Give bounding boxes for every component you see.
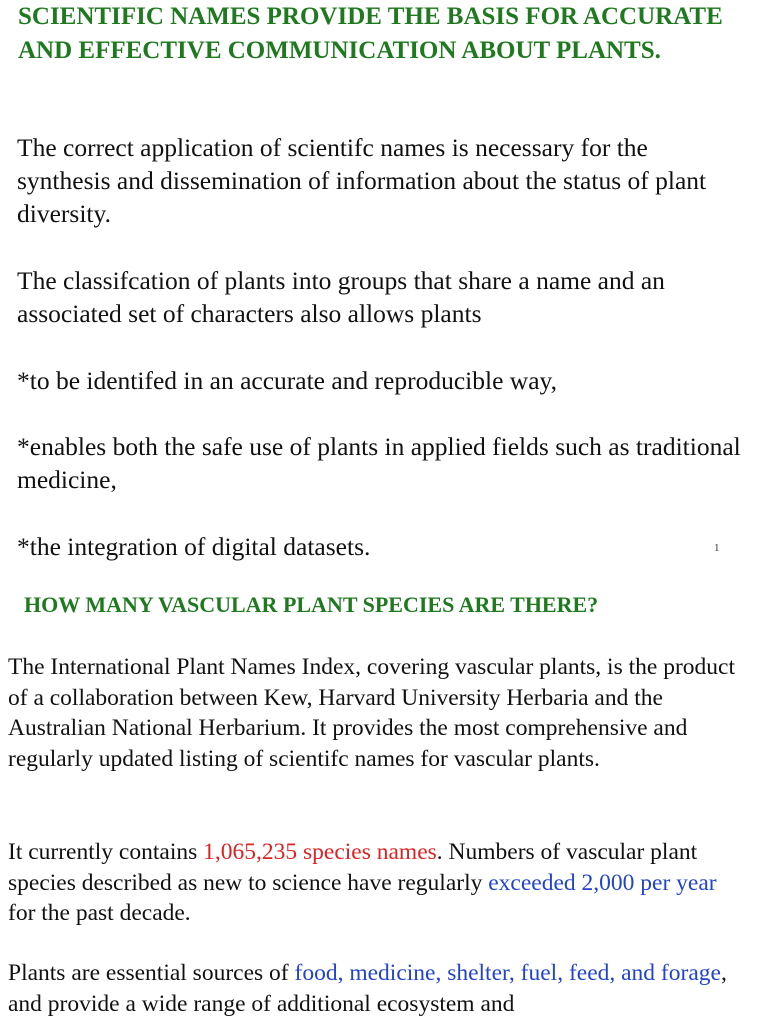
species-count-text-b: . Numbers of vascular plant species described as new to science have regularly bbox=[8, 839, 698, 896]
paragraph-scientific-names: The correct application of scientifc names is necessary for the synthesis and dissemination of information about the status of plant diversity. bbox=[17, 133, 707, 228]
bullet-safe-use: *enables both the safe use of plants in applied fields such as traditional medicine, bbox=[17, 432, 741, 494]
paragraph-ipni: The International Plant Names Index, covering vascular plants, is the product of a collaboration between Kew, Harvard University Herbaria and the Australian National Herbarium. It provides the most comprehensive and regularly updated listing of scientifc names for vascular plants. bbox=[8, 654, 735, 772]
resources-text-a: Plants are essential sources of bbox=[8, 960, 295, 986]
slide-heading: SCIENTIFIC NAMES PROVIDE THE BASIS FOR ACCURATE AND EFFECTIVE COMMUNICATION ABOUT PLANTS. bbox=[18, 3, 723, 64]
species-count-text-c: for the past decade. bbox=[8, 900, 191, 926]
bullet-identified: *to be identifed in an accurate and reproducible way, bbox=[17, 366, 557, 395]
paragraph-species-count bbox=[8, 837, 748, 929]
paragraph-classification: The classifcation of plants into groups that share a name and an associated set of characters also allows plants bbox=[17, 266, 665, 328]
species-count-text-a: It currently contains bbox=[8, 839, 204, 865]
species-count-highlight: 1,065,235 species names bbox=[203, 839, 437, 865]
section-heading: HOW MANY VASCULAR PLANT SPECIES ARE THERE? bbox=[24, 592, 599, 617]
resources-highlight: food, medicine, shelter, fuel, feed, and forage bbox=[294, 960, 721, 986]
bullet-digital-datasets: *the integration of digital datasets. bbox=[17, 532, 371, 561]
paragraph-plant-resources bbox=[8, 958, 748, 1019]
page-number: 1 bbox=[714, 542, 720, 554]
resources-text-b: , and provide a wide range of additional ecosystem and bbox=[8, 960, 727, 1017]
new-species-highlight: exceeded 2,000 per year bbox=[488, 869, 717, 896]
